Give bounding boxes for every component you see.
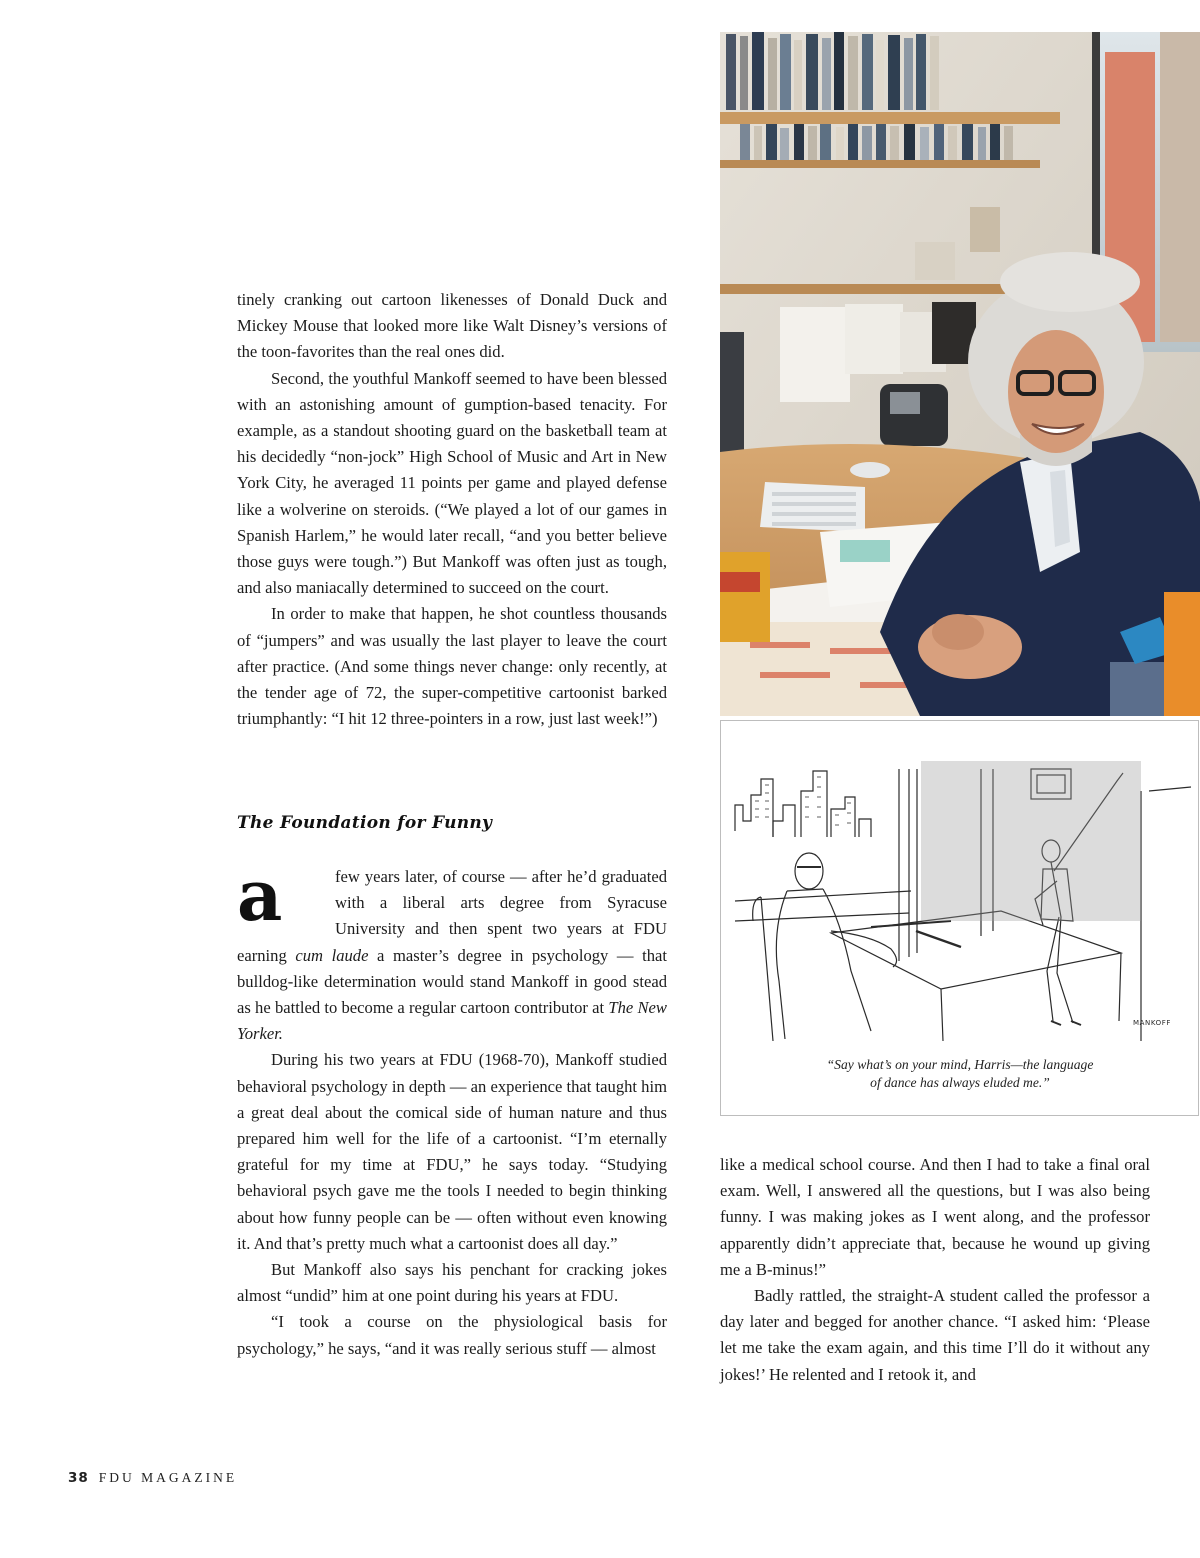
page-footer [68,1470,237,1486]
paragraph-with-drop-cap [237,854,667,1047]
paragraph: Second, the youthful Mankoff seemed to have been blessed with an astonishing amount of gumption-based tenacity. For example, as a standout shooting guard on the basketball team at his decidedly “non-jock” High School of Music and Art in New York City, he averaged 11 points per game and played defense like a wolverine on steroids. (“We played a lot of our games in Spanish Harlem,” he would later recall, “and you better believe those guys were tough.”) But Mankoff was often just as tough, and also maniacally determined to succeed on the court. [237,368,667,598]
page-number: 38 [68,1470,89,1486]
cartoon-caption [730,1056,1190,1092]
paragraph: “I took a course on the physiological basis for psychology,” he says, “and it was really serious stuff — almost [237,1312,667,1358]
caption-line-2: of dance has always eluded me.” [870,1075,1050,1090]
paragraph: But Mankoff also says his penchant for cracking jokes almost “undid” him at one point during his years at FDU. [237,1260,667,1306]
publication-name: FDU MAGAZINE [98,1470,238,1485]
cartoon-drawing [721,721,1200,1051]
paragraph: like a medical school course. And then I had to take a final oral exam. Well, I answered all the questions, but I was also being funny. I was making jokes as I went along, and the professor apparently didn’t appreciate that, because he wound up giving me a B-minus!” [720,1155,1150,1279]
publication-title: The New Yorker. [237,998,667,1044]
article-column-left-bottom [237,854,667,1362]
article-column-left-top [237,287,667,732]
paragraph: During his two years at FDU (1968-70), Mankoff studied behavioral psychology in depth — an experience that taught him a great deal about the comical side of human nature and thus prepared him well for the life of a cartoonist. “I’m eternally grateful for my time at FDU,” he says today. “Studying behavioral psych gave me the tools I needed to begin thinking about how funny people can be — often without even knowing it. And that’s pretty much what a cartoonist does all day.” [237,1050,667,1253]
text-run: a master’s degree in psychology — that bulldog-like determination would stand Mankoff in good stead as he battled to become a regular cartoon contributor at [237,945,667,1018]
cartoon-signature: MANKOFF [1133,1019,1172,1027]
paragraph: In order to make that happen, he shot countless thousands of “jumpers” and was usually the last player to leave the court after practice. (And some things never change: only recently, at the tender age of 72, the super-competitive cartoonist barked triumphantly: “I hit 12 three-pointers in a row, just last week!”) [237,604,667,729]
caption-line-1: “Say what’s on your mind, Harris—the language [826,1057,1094,1072]
section-heading: The Foundation for Funny [237,813,493,833]
paragraph: Badly rattled, the straight-A student called the professor a day later and begged for another chance. “I asked him: ‘Please let me take the exam again, and this time I’ll do it without any jokes!’ He relented and I retook it, and [720,1286,1150,1384]
cartoonist-office-photo [720,32,1200,716]
photo-illustration [720,32,1200,716]
italic-phrase: cum laude [295,945,369,965]
paragraph: tinely cranking out cartoon likenesses of Donald Duck and Mickey Mouse that looked more like Walt Disney’s versions of the toon-favorites than the real ones did. [237,290,667,362]
article-column-right [720,1152,1150,1388]
text-run: few years later, of course — after he’d graduated with a liberal arts degree from Syracuse University and then spent two years at FDU earning [237,867,667,965]
drop-cap: a [237,854,283,937]
